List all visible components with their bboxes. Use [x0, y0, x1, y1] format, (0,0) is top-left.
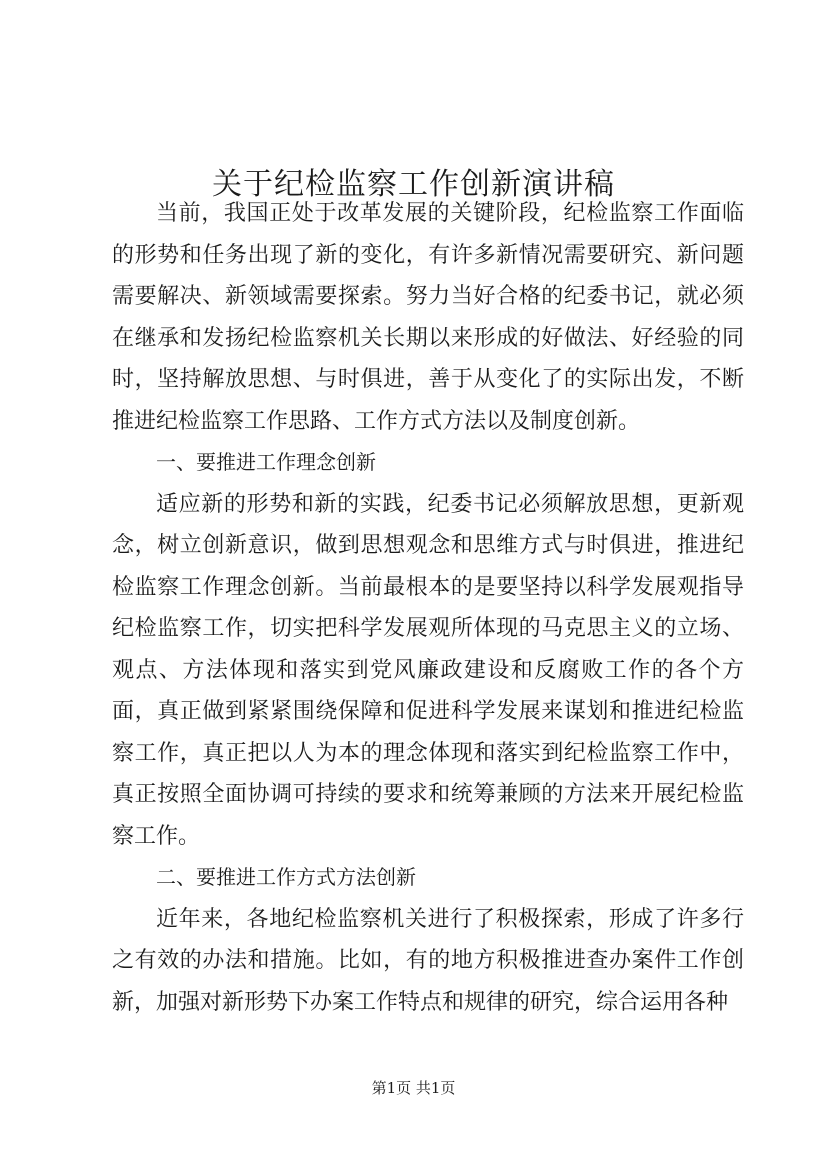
document-title: 关于纪检监察工作创新演讲稿 — [212, 167, 615, 203]
section-heading: 二、要推进工作方式方法创新 — [156, 865, 416, 889]
section-heading: 一、要推进工作理念创新 — [156, 450, 376, 474]
paragraph: 当前，我国正处于改革发展的关键阶段，纪检监察工作面临的形势和任务出现了新的变化，有许多新情况需要研究、新问题需要解决、新领域需要探索。努力当好合格的纪委书记，就必须在继承和发扬纪检监察机关长期以来形成的好做法、好经验的同时，坚持解放思想、与时俱进，善于从变化了的实际出发，不断推进纪检监察工作思路、工作方式方法以及制度创新。 — [112, 201, 744, 434]
document-body — [112, 193, 744, 1023]
page-footer: 第1页 共1页 — [371, 1079, 456, 1097]
paragraph: 适应新的形势和新的实践，纪委书记必须解放思想，更新观念，树立创新意识，做到思想观念和思维方式与时俱进，推进纪检监察工作理念创新。当前最根本的是要坚持以科学发展观指导纪检监察工作，切实把科学发展观所体现的马克思主义的立场、观点、方法体现和落实到党风廉政建设和反腐败工作的各个方面，真正做到紧紧围绕保障和促进科学发展来谋划和推进纪检监察工作，真正把以人为本的理念体现和落实到纪检监察工作中，真正按照全面协调可持续的要求和统筹兼顾的方法来开展纪检监察工作。 — [112, 491, 744, 849]
paragraph: 近年来，各地纪检监察机关进行了积极探索，形成了许多行之有效的办法和措施。比如，有的地方积极推进查办案件工作创新，加强对新形势下办案工作特点和规律的研究，综合运用各种 — [112, 906, 744, 1015]
